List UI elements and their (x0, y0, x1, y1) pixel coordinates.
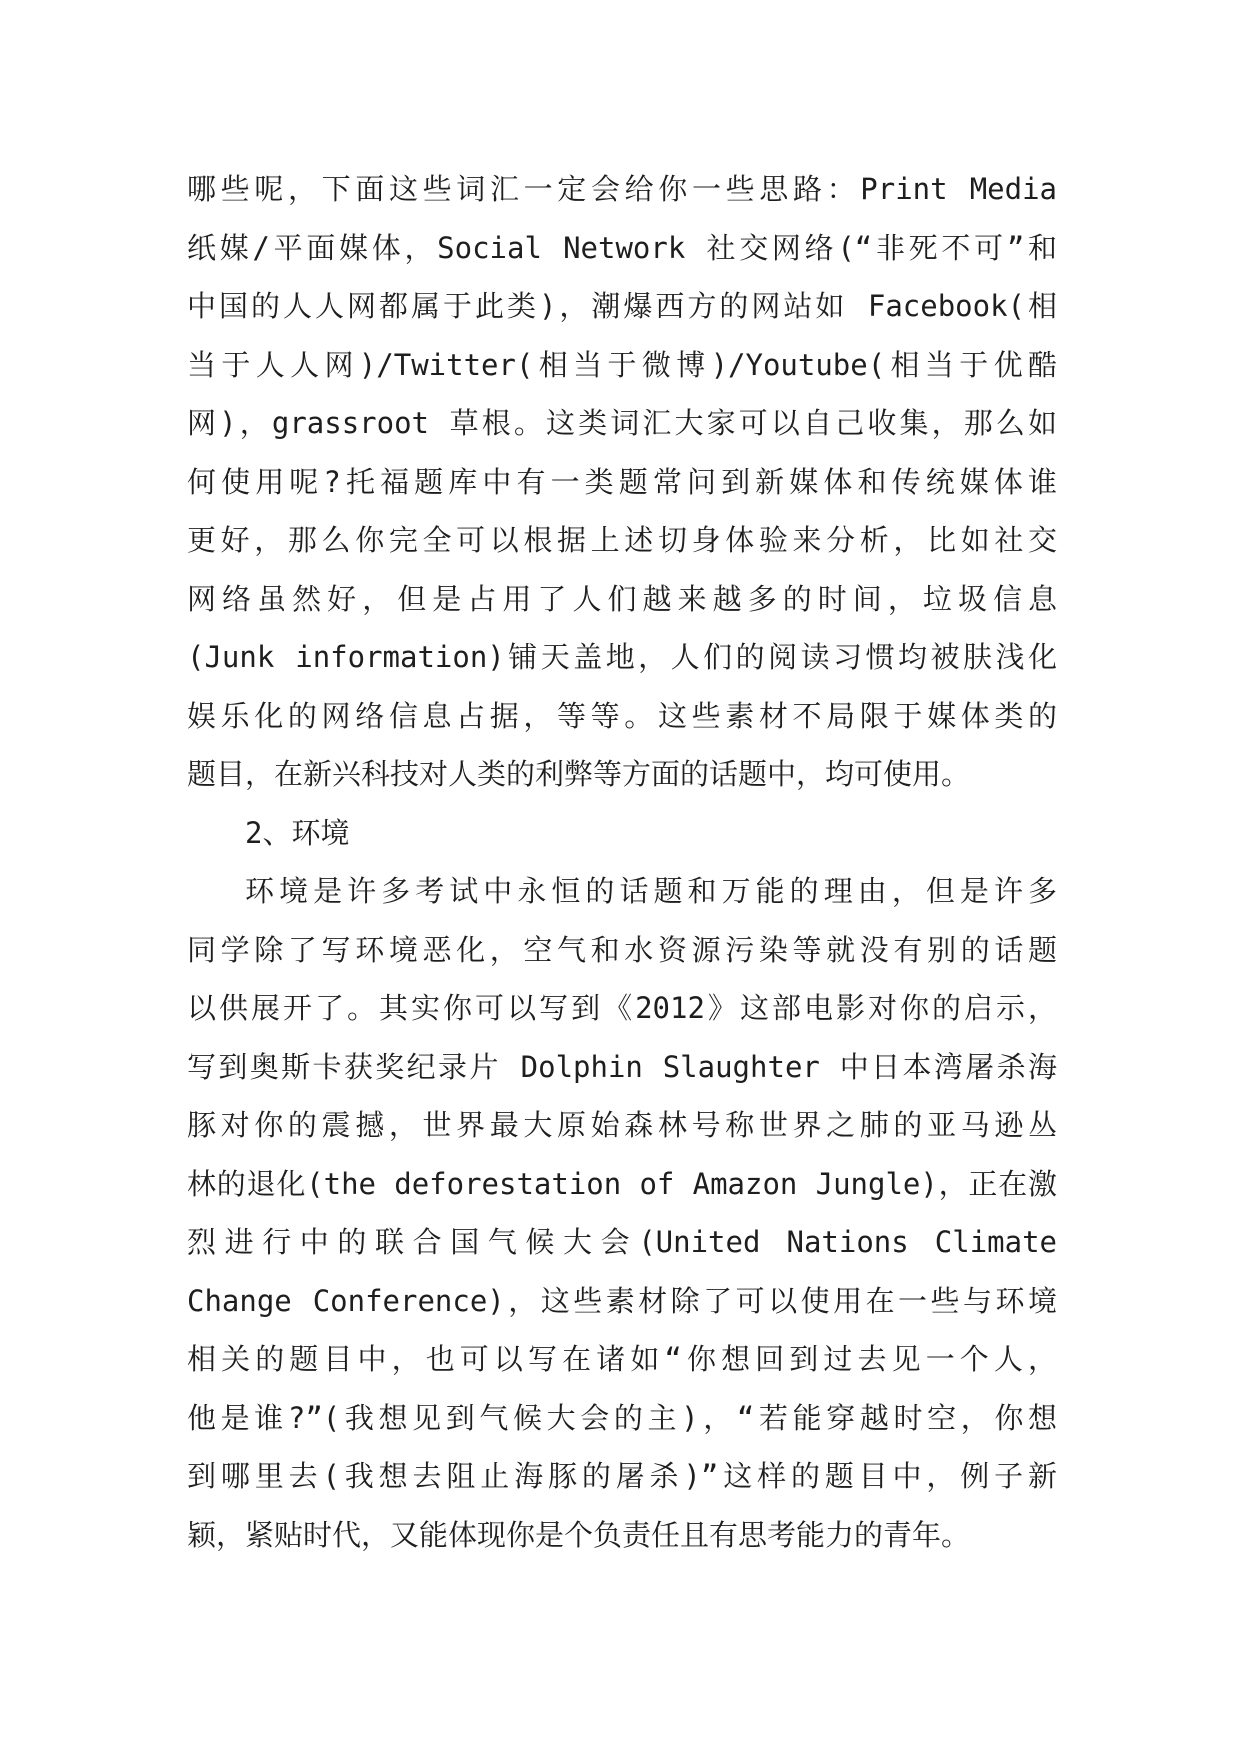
text-line: 他是谁?”(我想见到气候大会的主)，“若能穿越时空，你想 (187, 1400, 1057, 1435)
text-line: 以供展开了。其实你可以写到《2012》这部电影对你的启示， (187, 991, 1057, 1025)
text-line: 林的退化(the deforestation of Amazon Jungle)，正在激 (187, 1166, 1057, 1201)
text-line: 写到奥斯卡获奖纪录片 Dolphin Slaughter 中日本湾屠杀海 (187, 1049, 1057, 1084)
text-line: 纸媒/平面媒体，Social Network 社交网络(“非死不可”和 (187, 230, 1057, 265)
text-line: 哪些呢，下面这些词汇一定会给你一些思路：Print Media (187, 172, 1057, 206)
text-line: 网)，grassroot 草根。这类词汇大家可以自己收集，那么如 (187, 406, 1057, 440)
text-line: 娱乐化的网络信息占据，等等。这些素材不局限于媒体类的 (187, 698, 1057, 733)
text-line: Change Conference)，这些素材除了可以使用在一些与环境 (187, 1283, 1057, 1318)
text-line: 豚对你的震撼，世界最大原始森林号称世界之肺的亚马逊丛 (187, 1108, 1057, 1142)
body-text (187, 160, 1057, 1564)
text-line: 相关的题目中，也可以写在诸如“你想回到过去见一个人， (187, 1342, 1057, 1376)
text-line: 到哪里去(我想去阻止海豚的屠杀)”这样的题目中，例子新 (187, 1459, 1057, 1493)
text-line: 环境是许多考试中永恒的话题和万能的理由，但是许多 (245, 874, 1057, 908)
text-line: 颖，紧贴时代，又能体现你是个负责任且有思考能力的青年。 (187, 1517, 971, 1552)
text-line: 更好，那么你完全可以根据上述切身体验来分析，比如社交 (187, 523, 1057, 557)
text-line: 烈进行中的联合国气候大会(United Nations Climate (187, 1225, 1057, 1259)
text-line: 网络虽然好，但是占用了人们越来越多的时间，垃圾信息 (187, 581, 1057, 616)
text-line: (Junk information)铺天盖地，人们的阅读习惯均被肤浅化 (187, 640, 1057, 674)
text-line: 中国的人人网都属于此类)，潮爆西方的网站如 Facebook(相 (187, 289, 1057, 323)
text-line: 题目，在新兴科技对人类的利弊等方面的话题中，均可使用。 (187, 757, 971, 791)
text-line: 同学除了写环境恶化，空气和水资源污染等就没有别的话题 (187, 932, 1057, 967)
section-heading: 2、环境 (245, 815, 350, 850)
text-line: 当于人人网)/Twitter(相当于微博)/Youtube(相当于优酷 (187, 347, 1057, 382)
text-line: 何使用呢?托福题库中有一类题常问到新媒体和传统媒体谁 (187, 464, 1057, 499)
